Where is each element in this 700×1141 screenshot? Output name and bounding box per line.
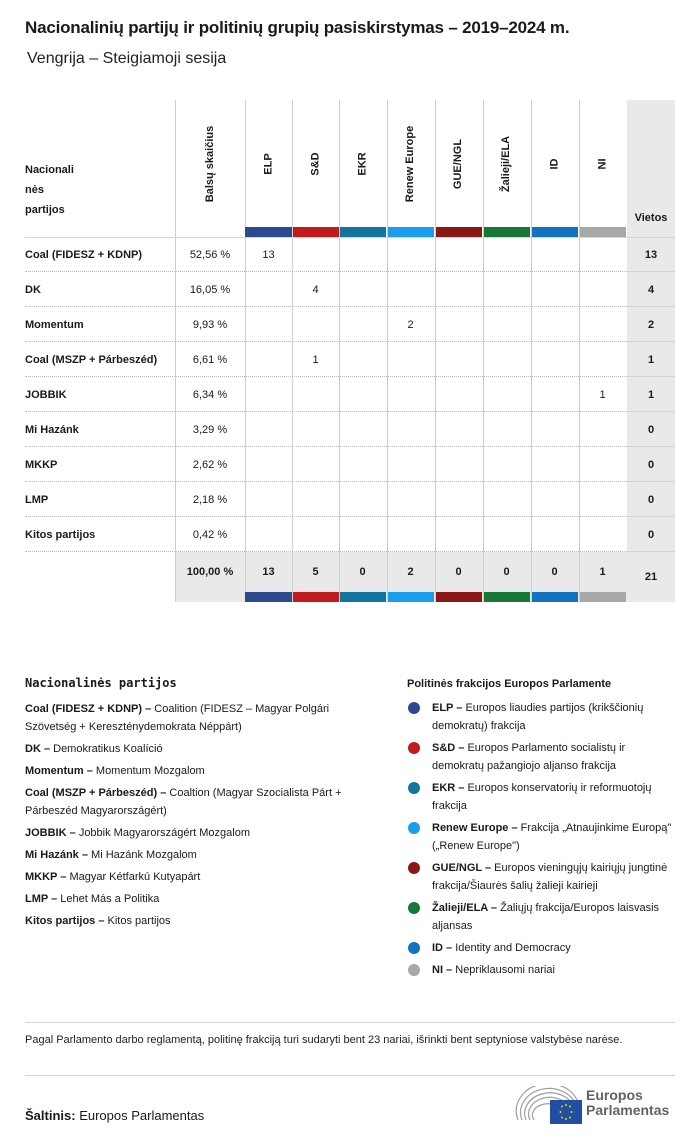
- group-seat-cell: [579, 517, 626, 552]
- group-abbr: ELP –: [432, 702, 463, 714]
- total-seats-cell: 0: [647, 458, 655, 471]
- group-color-bar: [532, 227, 578, 237]
- group-seat-cell: [483, 482, 530, 517]
- group-seat-cell: [339, 482, 386, 517]
- table-row: [25, 517, 675, 552]
- party-full-name: Jobbik Magyarországért Mozgalom: [78, 827, 250, 839]
- party-full-name: Coaltion (Magyar Szocialista Párt + Párbeszéd Magyarországért): [25, 787, 342, 817]
- party-name: Momentum: [25, 318, 84, 331]
- total-seats-cell: 1: [647, 353, 655, 366]
- group-color-bar: [388, 592, 434, 602]
- party-full-name: Magyar Kétfarkú Kutyapárt: [69, 871, 201, 883]
- group-seat-cell: [245, 482, 292, 517]
- group-seat-cell: [435, 517, 482, 552]
- party-full-name: Kitos partijos: [107, 915, 171, 927]
- totals-row: [25, 552, 675, 592]
- group-seat-cell: [531, 272, 578, 307]
- seat-distribution-table: [25, 100, 675, 602]
- group-color-bar: [532, 592, 578, 602]
- group-seat-cell: [435, 342, 482, 377]
- group-seat-cell: [387, 237, 434, 272]
- divider: [25, 1075, 675, 1076]
- group-column-header: [435, 100, 482, 227]
- group-abbr: ID –: [432, 942, 453, 954]
- vote-share: 16,05 %: [189, 283, 231, 296]
- group-color-bar: [293, 592, 339, 602]
- group-color-bar: [436, 592, 482, 602]
- group-seat-cell: [292, 307, 339, 342]
- group-seat-cell: [483, 517, 530, 552]
- group-color-bar: [245, 592, 292, 602]
- group-total: 0: [359, 566, 366, 578]
- group-total: 0: [551, 566, 558, 578]
- color-dot-icon: [408, 702, 420, 714]
- group-legend-item: [407, 779, 677, 815]
- group-header-label: ID: [548, 158, 561, 169]
- group-total: 0: [503, 566, 510, 578]
- group-color-bar: [580, 592, 626, 602]
- group-color-bar: [340, 227, 386, 237]
- grand-total-seats: 21: [644, 571, 658, 583]
- party-legend-item: [25, 824, 380, 842]
- group-seat-cell: [387, 412, 434, 447]
- party-full-name: Lehet Más a Politika: [60, 893, 160, 905]
- party-legend-item: [25, 762, 380, 780]
- group-legend-item: [407, 899, 677, 935]
- group-seat-cell: [435, 237, 482, 272]
- party-legend-item: [25, 700, 380, 736]
- party-abbr: Kitos partijos –: [25, 915, 105, 927]
- group-seat-cell: [245, 447, 292, 482]
- party-legend-item: [25, 890, 380, 908]
- table-row: [25, 377, 675, 412]
- group-seat-cell: [245, 342, 292, 377]
- group-header-label: NI: [596, 158, 609, 169]
- party-full-name: Demokratikus Koalíció: [53, 743, 163, 755]
- group-full-name: Frakcija „Atnaujinkime Europą" („Renew Europe"): [432, 822, 672, 852]
- group-seat-cell: [339, 517, 386, 552]
- group-header-label: Žalieji/ELA: [500, 135, 513, 192]
- page-title: Nacionalinių partijų ir politinių grupių pasiskirstymas – 2019–2024 m.: [25, 18, 570, 37]
- group-seat-cell: [579, 237, 626, 272]
- group-seat-cell: [435, 412, 482, 447]
- vote-share: 52,56 %: [189, 248, 231, 261]
- group-seat-cell: [483, 237, 530, 272]
- group-seat-cell: [531, 447, 578, 482]
- parties-column-header: [25, 160, 95, 220]
- total-seats-cell: 0: [647, 493, 655, 506]
- party-name: Mi Hazánk: [25, 423, 79, 436]
- group-seat-cell: [531, 237, 578, 272]
- party-full-name: Momentum Mozgalom: [95, 765, 205, 777]
- party-name: Kitos partijos: [25, 528, 96, 541]
- group-seat-cell: [483, 342, 530, 377]
- party-abbr: Mi Hazánk –: [25, 849, 88, 861]
- group-header-label: EKR: [356, 151, 369, 176]
- group-seat-cell: [339, 237, 386, 272]
- group-color-bar: [388, 227, 434, 237]
- group-color-bar: [484, 227, 530, 237]
- group-seat-cell: [531, 482, 578, 517]
- source-credit: [25, 1108, 204, 1123]
- group-seat-cell: [387, 517, 434, 552]
- group-abbr: Žalieji/ELA –: [432, 902, 498, 914]
- total-seats-cell: 1: [647, 388, 655, 401]
- logo-line: Parlamentas: [586, 1102, 670, 1118]
- group-legend-item: [407, 819, 677, 855]
- group-seat-cell: [531, 412, 578, 447]
- group-legend-item: [407, 739, 677, 775]
- group-seat-cell: [435, 272, 482, 307]
- group-seat-cell: [387, 377, 434, 412]
- group-abbr: NI –: [432, 964, 453, 976]
- total-votes: 100,00 %: [186, 566, 234, 578]
- political-groups-legend: [407, 678, 677, 983]
- total-seats-cell: 4: [647, 283, 655, 296]
- group-seat-cell: [339, 307, 386, 342]
- group-seat-cell: [435, 307, 482, 342]
- group-seat-cell: 1: [312, 353, 319, 366]
- group-legend-item: [407, 859, 677, 895]
- group-full-name: Žaliųjų frakcija/Europos laisvasis aljansas: [432, 902, 660, 932]
- table-row: [25, 447, 675, 482]
- group-header-label: Renew Europe: [404, 125, 417, 202]
- group-column-header: [483, 100, 530, 227]
- divider: [25, 1022, 675, 1023]
- hemicycle-icon: [514, 1086, 584, 1126]
- group-seat-cell: [339, 447, 386, 482]
- group-seat-cell: [483, 307, 530, 342]
- group-seat-cell: [339, 377, 386, 412]
- party-name: Coal (FIDESZ + KDNP): [25, 248, 143, 261]
- group-color-bar: [293, 227, 339, 237]
- group-column-header: [579, 100, 626, 227]
- group-column-header: [292, 100, 339, 227]
- party-abbr: JOBBIK –: [25, 827, 76, 839]
- group-seat-cell: [579, 272, 626, 307]
- group-abbr: GUE/NGL –: [432, 862, 492, 874]
- group-seat-cell: [483, 412, 530, 447]
- group-seat-cell: [483, 377, 530, 412]
- group-seat-cell: [245, 377, 292, 412]
- group-seat-cell: [292, 237, 339, 272]
- page-subtitle: Vengrija – Steigiamoji sesija: [27, 50, 227, 67]
- group-seat-cell: [387, 342, 434, 377]
- color-dot-icon: [408, 742, 420, 754]
- group-total: 2: [407, 566, 414, 578]
- header-line: partijos: [25, 204, 65, 216]
- party-legend-item: [25, 868, 380, 886]
- group-header-label: GUE/NGL: [452, 138, 465, 189]
- group-seat-cell: [531, 342, 578, 377]
- group-seat-cell: 2: [407, 318, 414, 331]
- group-seat-cell: [245, 272, 292, 307]
- group-abbr: Renew Europe –: [432, 822, 518, 834]
- group-seat-cell: [579, 482, 626, 517]
- table-row: [25, 272, 675, 307]
- vote-share: 6,34 %: [192, 388, 228, 401]
- group-seat-cell: [292, 447, 339, 482]
- group-header-label: S&D: [309, 151, 322, 176]
- group-full-name: Europos liaudies partijos (krikščionių demokratų) frakcija: [432, 702, 644, 732]
- group-total: 1: [599, 566, 606, 578]
- vote-share: 2,62 %: [192, 458, 228, 471]
- vote-share: 0,42 %: [192, 528, 228, 541]
- votes-header-label: Balsų skaičius: [204, 125, 216, 202]
- table-row: [25, 342, 675, 377]
- group-column-header: [245, 100, 292, 227]
- vote-share: 3,29 %: [192, 423, 228, 436]
- group-full-name: Nepriklausomi nariai: [455, 964, 555, 976]
- logo-text: [586, 1088, 669, 1118]
- logo-line: Europos: [586, 1087, 643, 1103]
- group-seat-cell: [292, 517, 339, 552]
- total-seats-cell: 0: [647, 528, 655, 541]
- group-full-name: Europos Parlamento socialistų ir demokratų pažangiojo aljanso frakcija: [432, 742, 626, 772]
- group-legend-item: [407, 939, 677, 957]
- group-seat-cell: [579, 412, 626, 447]
- party-name: JOBBIK: [25, 388, 67, 401]
- vote-share: 9,93 %: [192, 318, 228, 331]
- group-seat-cell: [245, 307, 292, 342]
- group-legend-item: [407, 961, 677, 979]
- group-color-bar: [340, 592, 386, 602]
- source-value: Europos Parlamentas: [79, 1108, 205, 1123]
- table-row: [25, 307, 675, 342]
- group-color-bar: [484, 592, 530, 602]
- total-seats-cell: 0: [647, 423, 655, 436]
- party-full-name: Coalition (FIDESZ – Magyar Polgári Szövetség + Kereszténydemokrata Néppárt): [25, 703, 330, 733]
- group-seat-cell: [387, 447, 434, 482]
- group-seat-cell: [292, 482, 339, 517]
- group-seat-cell: [292, 412, 339, 447]
- party-abbr: Coal (FIDESZ + KDNP) –: [25, 703, 152, 715]
- group-column-header: [387, 100, 434, 227]
- group-total: 5: [312, 566, 319, 578]
- group-seat-cell: [387, 482, 434, 517]
- group-seat-cell: 1: [599, 388, 606, 401]
- group-seat-cell: [483, 272, 530, 307]
- party-abbr: Coal (MSZP + Párbeszéd) –: [25, 787, 167, 799]
- group-column-header: [339, 100, 386, 227]
- group-color-bar: [436, 227, 482, 237]
- party-abbr: LMP –: [25, 893, 58, 905]
- color-dot-icon: [408, 782, 420, 794]
- national-parties-legend-title: Nacionalinės partijos: [25, 676, 177, 690]
- party-full-name: Mi Hazánk Mozgalom: [91, 849, 197, 861]
- party-legend-item: [25, 740, 380, 758]
- group-abbr: EKR –: [432, 782, 465, 794]
- group-color-bar: [580, 227, 626, 237]
- party-legend-item: [25, 912, 380, 930]
- source-label: Šaltinis:: [25, 1108, 76, 1123]
- color-dot-icon: [408, 902, 420, 914]
- group-seat-cell: [531, 517, 578, 552]
- national-parties-legend: [25, 676, 380, 934]
- group-total: 13: [262, 566, 275, 578]
- group-seat-cell: [435, 377, 482, 412]
- vote-share: 2,18 %: [192, 493, 228, 506]
- group-seat-cell: 13: [262, 248, 275, 261]
- group-legend-item: [407, 699, 677, 735]
- color-dot-icon: [408, 862, 420, 874]
- european-parliament-logo: [514, 1086, 679, 1126]
- party-abbr: MKKP –: [25, 871, 67, 883]
- color-dot-icon: [408, 822, 420, 834]
- group-seat-cell: [339, 412, 386, 447]
- party-abbr: Momentum –: [25, 765, 93, 777]
- group-seat-cell: [531, 377, 578, 412]
- party-name: MKKP: [25, 458, 58, 471]
- group-seat-cell: [245, 517, 292, 552]
- group-seat-cell: [531, 307, 578, 342]
- party-abbr: DK –: [25, 743, 51, 755]
- party-name: Coal (MSZP + Párbeszéd): [25, 353, 158, 366]
- group-seat-cell: [292, 377, 339, 412]
- table-row: [25, 412, 675, 447]
- group-full-name: Identity and Democracy: [455, 942, 571, 954]
- group-seat-cell: [435, 447, 482, 482]
- group-seat-cell: [245, 412, 292, 447]
- party-name: DK: [25, 283, 41, 296]
- total-seats-cell: 13: [644, 248, 658, 261]
- group-total: 0: [455, 566, 462, 578]
- votes-column-header: [175, 100, 245, 227]
- vote-share: 6,61 %: [192, 353, 228, 366]
- group-header-label: ELP: [262, 152, 275, 175]
- party-legend-item: [25, 784, 380, 820]
- color-dot-icon: [408, 942, 420, 954]
- color-dot-icon: [408, 964, 420, 976]
- footnote: Pagal Parlamento darbo reglamentą, politinę frakciją turi sudaryti bent 23 nariai, išrinkti bent septyniose valstybėse narėse.: [25, 1034, 623, 1046]
- group-abbr: S&D –: [432, 742, 465, 754]
- header-line: Nacionali: [25, 164, 74, 176]
- total-seats-cell: 2: [647, 318, 655, 331]
- group-seat-cell: [483, 447, 530, 482]
- group-seat-cell: [435, 482, 482, 517]
- group-seat-cell: [579, 447, 626, 482]
- header-line: nės: [25, 184, 44, 196]
- group-seat-cell: [579, 342, 626, 377]
- political-groups-legend-title: Politinės frakcijos Europos Parlamente: [407, 678, 612, 690]
- group-full-name: Europos konservatorių ir reformuotojų frakcija: [432, 782, 652, 812]
- group-seat-cell: 4: [312, 283, 319, 296]
- seats-column-header: Vietos: [634, 212, 668, 224]
- party-legend-item: [25, 846, 380, 864]
- party-name: LMP: [25, 493, 49, 506]
- group-full-name: Europos vieningųjų kairiųjų jungtinė frakcija/Šiaurės šalių žalieji kairieji: [432, 862, 668, 892]
- group-column-header: [531, 100, 578, 227]
- table-row: [25, 482, 675, 517]
- group-seat-cell: [339, 272, 386, 307]
- group-seat-cell: [579, 307, 626, 342]
- group-seat-cell: [387, 272, 434, 307]
- table-row: [25, 237, 675, 272]
- group-color-bar: [245, 227, 292, 237]
- group-seat-cell: [339, 342, 386, 377]
